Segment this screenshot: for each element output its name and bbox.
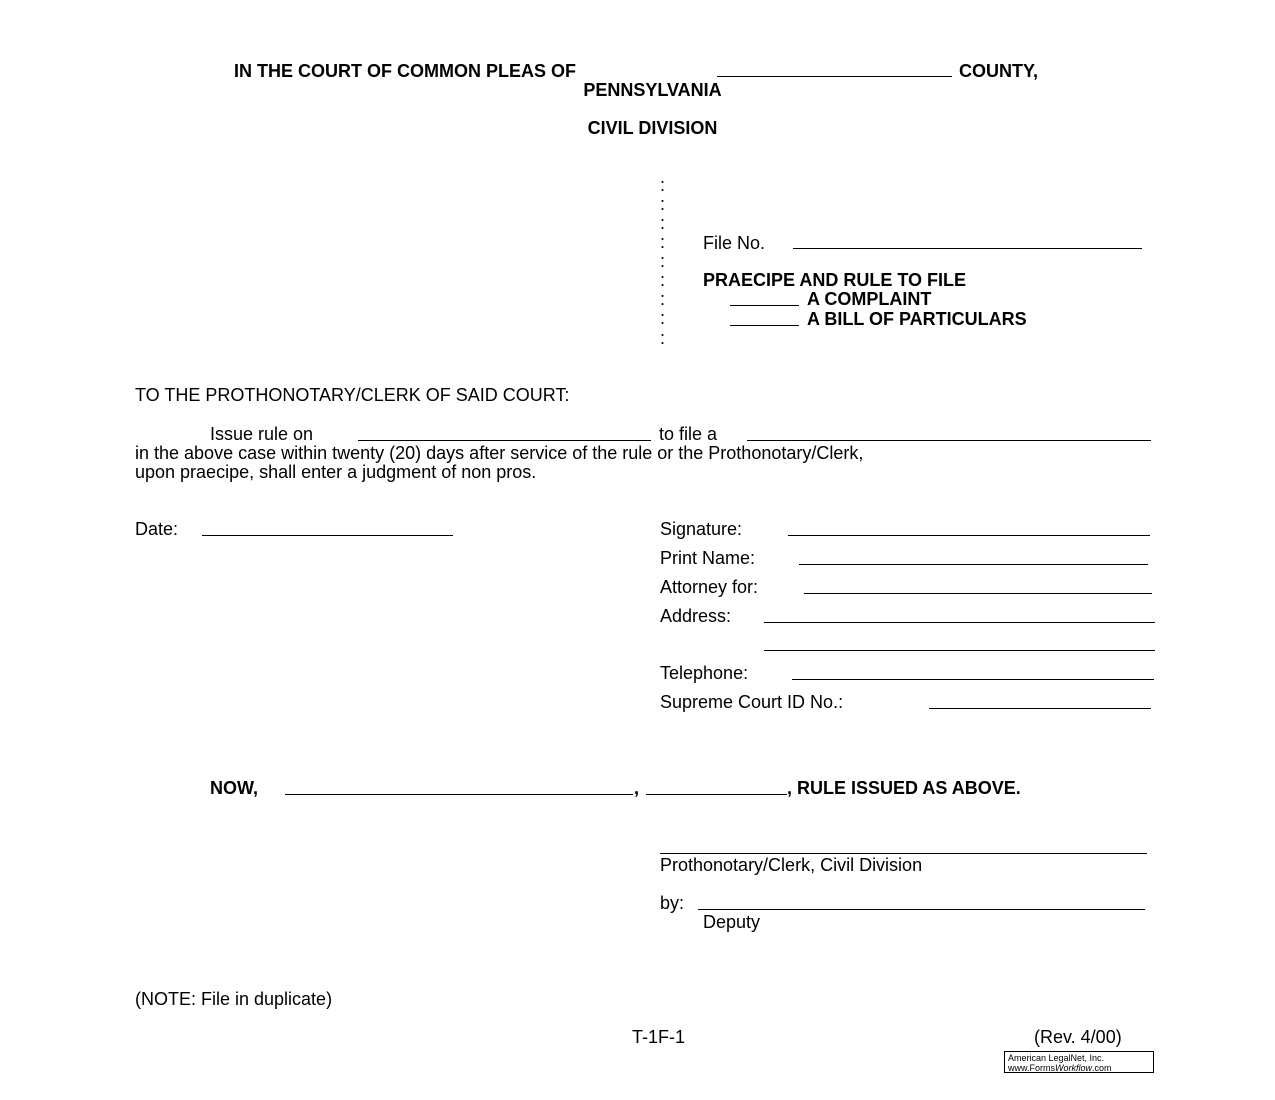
file-no-blank[interactable] bbox=[793, 248, 1142, 249]
document-type-blank[interactable] bbox=[747, 440, 1151, 441]
logo-company: American LegalNet, Inc. bbox=[1008, 1053, 1105, 1063]
address-blank[interactable] bbox=[764, 622, 1155, 623]
caption-colon: : bbox=[660, 308, 666, 328]
caption-colon: : bbox=[660, 328, 666, 348]
complaint-checkbox-blank[interactable] bbox=[730, 305, 799, 306]
caption-colon: : bbox=[660, 175, 666, 195]
revision-label: (Rev. 4/00) bbox=[1034, 1027, 1122, 1047]
supreme-court-id-label: Supreme Court ID No.: bbox=[660, 692, 844, 712]
form-code: T-1F-1 bbox=[632, 1027, 686, 1047]
now-date-blank[interactable] bbox=[285, 794, 633, 795]
deputy-signature-blank[interactable] bbox=[698, 909, 1145, 910]
county-label: COUNTY, bbox=[959, 61, 1039, 81]
file-no-label: File No. bbox=[703, 233, 766, 253]
signature-label: Signature: bbox=[660, 519, 743, 539]
now-year-blank[interactable] bbox=[646, 794, 787, 795]
caption-colon: : bbox=[660, 251, 666, 271]
praecipe-title: PRAECIPE AND RULE TO FILE bbox=[703, 270, 967, 290]
by-label: by: bbox=[660, 893, 685, 913]
issue-rule-party-blank[interactable] bbox=[358, 440, 651, 441]
bill-option: A BILL OF PARTICULARS bbox=[807, 309, 1027, 329]
county-blank[interactable] bbox=[717, 76, 952, 77]
court-title: IN THE COURT OF COMMON PLEAS OF bbox=[234, 61, 576, 81]
complaint-option: A COMPLAINT bbox=[807, 289, 932, 309]
issue-rule-label: Issue rule on bbox=[210, 424, 314, 444]
print-name-blank[interactable] bbox=[799, 564, 1148, 565]
supreme-court-id-blank[interactable] bbox=[929, 708, 1151, 709]
date-label: Date: bbox=[135, 519, 179, 539]
print-name-label: Print Name: bbox=[660, 548, 756, 568]
address-label: Address: bbox=[660, 606, 732, 626]
rule-text-line: upon praecipe, shall enter a judgment of non pros. bbox=[135, 462, 537, 482]
now-comma: , bbox=[634, 778, 640, 798]
caption-colon: : bbox=[660, 213, 666, 233]
deputy-label: Deputy bbox=[703, 912, 761, 932]
caption-colon: : bbox=[660, 270, 666, 290]
telephone-label: Telephone: bbox=[660, 663, 749, 683]
footer-note: (NOTE: File in duplicate) bbox=[135, 989, 333, 1009]
telephone-blank[interactable] bbox=[792, 679, 1154, 680]
rule-text-line: in the above case within twenty (20) days after service of the rule or the Prothonotary/Clerk, bbox=[135, 443, 864, 463]
prothonotary-signature-blank[interactable] bbox=[660, 853, 1147, 854]
addressee: TO THE PROTHONOTARY/CLERK OF SAID COURT: bbox=[135, 385, 570, 405]
date-blank[interactable] bbox=[202, 535, 453, 536]
division-label: CIVIL DIVISION bbox=[587, 118, 718, 138]
attorney-for-label: Attorney for: bbox=[660, 577, 759, 597]
logo-url: www.FormsWorkflow.com bbox=[1008, 1063, 1112, 1073]
prothonotary-title: Prothonotary/Clerk, Civil Division bbox=[660, 855, 923, 875]
caption-colon: : bbox=[660, 289, 666, 309]
address-blank-2[interactable] bbox=[764, 650, 1155, 651]
rule-issued-label: , RULE ISSUED AS ABOVE. bbox=[787, 778, 1021, 798]
attorney-for-blank[interactable] bbox=[804, 593, 1152, 594]
to-file-label: to file a bbox=[659, 424, 718, 444]
now-label: NOW, bbox=[210, 778, 258, 798]
state-label: PENNSYLVANIA bbox=[583, 80, 722, 100]
signature-blank[interactable] bbox=[788, 535, 1150, 536]
caption-colon: : bbox=[660, 194, 666, 214]
caption-colon: : bbox=[660, 232, 666, 252]
american-legalnet-logo bbox=[1004, 1051, 1154, 1073]
bill-checkbox-blank[interactable] bbox=[730, 325, 799, 326]
